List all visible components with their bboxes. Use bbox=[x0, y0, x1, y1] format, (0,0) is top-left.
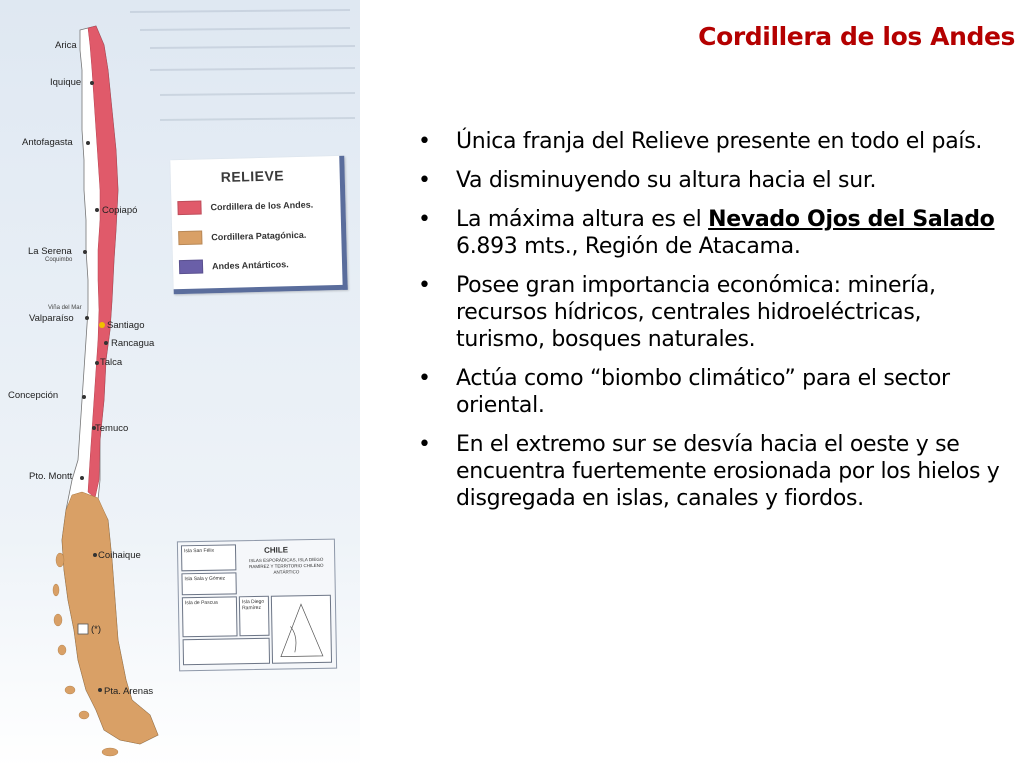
bullet-marker: • bbox=[418, 366, 431, 391]
city-label-pto-montt: Pto. Montt bbox=[29, 471, 73, 482]
asterisk-marker-box bbox=[78, 624, 88, 634]
bullet-list bbox=[418, 128, 1008, 524]
inset-islands-map bbox=[177, 539, 337, 672]
bullet-item bbox=[418, 128, 1008, 155]
slide-title: Cordillera de los Andes bbox=[698, 22, 1015, 51]
bullet-marker: • bbox=[418, 207, 431, 232]
inset-label-sala-y-gomez: Isla Sala y Gómez bbox=[184, 575, 226, 583]
inset-diego-ramirez bbox=[239, 596, 270, 637]
city-label-vina-del-mar: Viña del Mar bbox=[48, 305, 82, 311]
legend-item-patagonica bbox=[178, 227, 306, 246]
inset-sala-y-gomez bbox=[181, 572, 236, 595]
inset-antarctic bbox=[271, 595, 332, 664]
city-label-pta-arenas: Pta. Arenas bbox=[104, 686, 154, 697]
bullet-item bbox=[418, 431, 1008, 512]
bullet-text-before: La máxima altura es el bbox=[456, 207, 709, 232]
bullet-text: Posee gran importancia económica: minería, recursos hídricos, centrales hidroeléctricas, turismo, bosques naturales. bbox=[456, 273, 936, 352]
bullet-marker: • bbox=[418, 129, 431, 154]
bullet-text: En el extremo sur se desvía hacia el oeste y se encuentra fuertemente erosionada por los hielos y disgregada en islas, canales y fiordos. bbox=[456, 432, 1000, 511]
legend-label-patagonica: Cordillera Patagónica. bbox=[211, 229, 307, 243]
city-label-temuco: Temuco bbox=[95, 423, 129, 434]
city-label-antofagasta: Antofagasta bbox=[22, 137, 73, 148]
legend-item-antarticos bbox=[179, 256, 289, 275]
chile-relief-map bbox=[0, 0, 360, 768]
legend-title: RELIEVE bbox=[220, 167, 285, 185]
city-label-arica: Arica bbox=[55, 40, 77, 51]
bullet-text-after: 6.893 mts., Región de Atacama. bbox=[456, 234, 801, 259]
bullet-item bbox=[418, 206, 1008, 260]
city-label-iquique: Iquique bbox=[50, 77, 82, 88]
legend-swatch-patagonica bbox=[178, 230, 202, 245]
bullet-marker: • bbox=[418, 168, 431, 193]
city-label-la-serena: La Serena bbox=[28, 246, 72, 257]
bullet-item bbox=[418, 272, 1008, 353]
city-label-santiago: Santiago bbox=[107, 320, 145, 331]
city-label-copiapo: Copiapó bbox=[102, 205, 138, 216]
bullet-marker: • bbox=[418, 273, 431, 298]
bullet-text: Va disminuyendo su altura hacia el sur. bbox=[456, 168, 877, 193]
inset-pascua bbox=[182, 596, 238, 637]
antarctic-sector-graphic bbox=[272, 596, 331, 663]
bullet-text: Única franja del Relieve presente en todo el país. bbox=[456, 129, 983, 154]
inset-title: CHILE bbox=[263, 545, 289, 555]
inset-san-felix bbox=[181, 544, 236, 571]
city-label-coquimbo: Coquimbo bbox=[45, 257, 73, 263]
bullet-item bbox=[418, 167, 1008, 194]
bullet-item bbox=[418, 365, 1008, 419]
city-label-valparaiso: Valparaíso bbox=[29, 313, 74, 324]
relief-legend bbox=[170, 156, 347, 295]
city-label-talca: Talca bbox=[100, 357, 123, 368]
legend-label-antarticos: Andes Antárticos. bbox=[211, 259, 289, 272]
bullet-text: Actúa como “biombo climático” para el sector oriental. bbox=[456, 366, 950, 418]
legend-item-andes bbox=[177, 197, 313, 217]
inset-label-pascua: Isla de Pascua bbox=[184, 599, 218, 607]
city-label-rancagua: Rancagua bbox=[111, 338, 155, 349]
city-label-coihaique: Coihaique bbox=[98, 550, 141, 561]
inset-bottom-panels bbox=[183, 638, 270, 666]
highlight-nevado-ojos-del-salado: Nevado Ojos del Salado bbox=[708, 207, 995, 232]
inset-label-diego-ramirez: Isla Diego Ramírez bbox=[241, 598, 265, 612]
inset-label-san-felix: Isla San Félix bbox=[183, 547, 215, 555]
bullet-marker: • bbox=[418, 432, 431, 457]
legend-label-andes: Cordillera de los Andes. bbox=[210, 199, 314, 213]
inset-subtitle: ISLAS ESPORÁDICAS, ISLA DIEGO RAMÍREZ Y TERRITORIO CHILENO ANTÁRTICO bbox=[249, 556, 324, 575]
city-label-concepcion: Concepción bbox=[8, 390, 59, 401]
city-label-asterisk: (*) bbox=[91, 624, 102, 635]
legend-swatch-andes bbox=[177, 201, 201, 216]
legend-swatch-antarticos bbox=[179, 259, 203, 274]
